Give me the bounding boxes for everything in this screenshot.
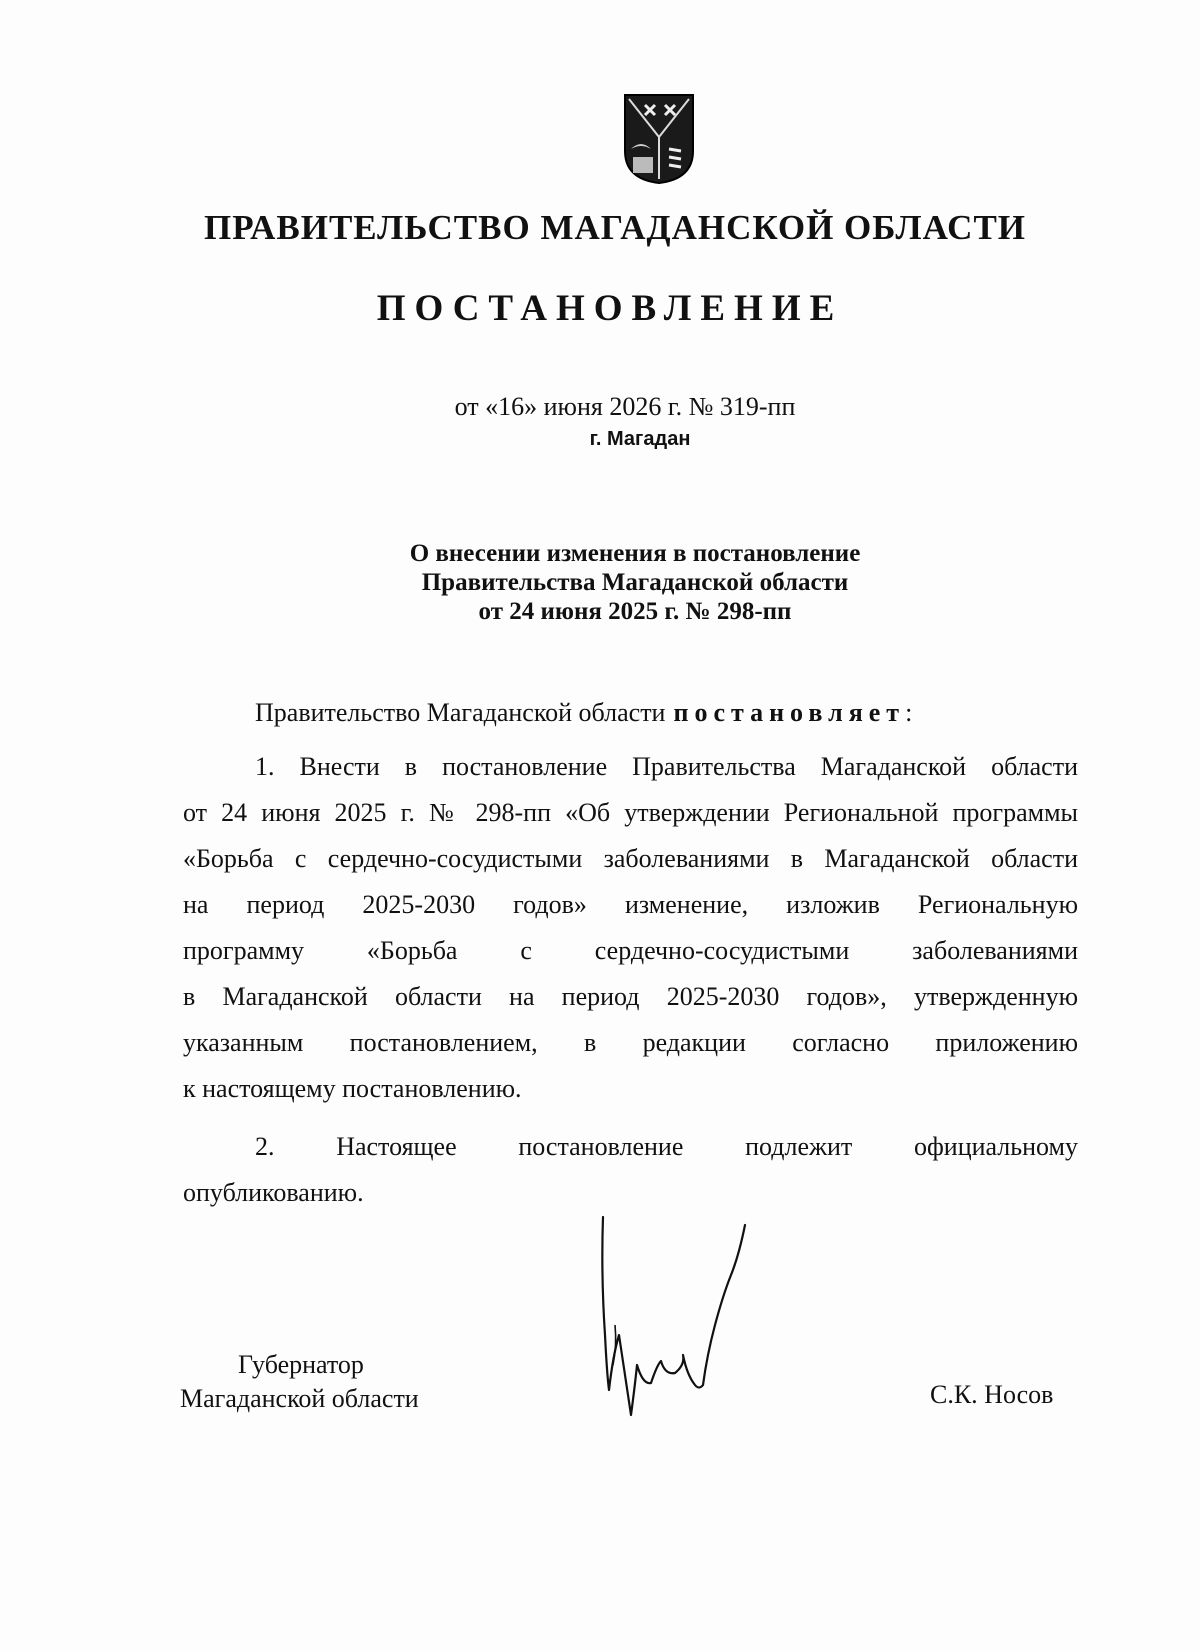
- paragraph-line: на период 2025-2030 годов» изменение, изложив Региональную: [183, 890, 1078, 919]
- paragraph-line: программу «Борьба с сердечно-сосудистыми заболеваниями: [183, 936, 1078, 965]
- paragraph-line: «Борьба с сердечно-сосудистыми заболеваниями в Магаданской области: [183, 844, 1078, 873]
- paragraph-2: [183, 1124, 1078, 1216]
- signatory-name: С.К. Носов: [930, 1380, 1054, 1409]
- coat-of-arms-icon: [621, 93, 697, 185]
- signatory-position: [180, 1348, 419, 1416]
- government-title: ПРАВИТЕЛЬСТВО МАГАДАНСКОЙ ОБЛАСТИ: [203, 208, 1027, 247]
- subject-line: О внесении изменения в постановление: [409, 540, 861, 567]
- preamble: [255, 698, 912, 728]
- preamble-colon: :: [905, 698, 913, 727]
- signatory-title: Губернатор: [238, 1350, 364, 1379]
- document-city: г. Магадан: [589, 428, 691, 450]
- preamble-text: Правительство Магаданской области: [255, 698, 666, 727]
- handwritten-signature: [595, 1215, 775, 1430]
- document-type: ПОСТАНОВЛЕНИЕ: [376, 288, 844, 329]
- signatory-region: Магаданской области: [180, 1384, 419, 1413]
- preamble-verb: постановляет: [673, 698, 906, 727]
- paragraph-line: в Магаданской области на период 2025-2030 годов», утвержденную: [183, 982, 1078, 1011]
- paragraph-line: 1. Внести в постановление Правительства Магаданской области: [255, 752, 1078, 781]
- paragraph-line: от 24 июня 2025 г. № 298-пп «Об утверждении Региональной программы: [183, 798, 1078, 827]
- document-date-number: от «16» июня 2026 г. № 319-пп: [454, 392, 796, 421]
- paragraph-1: [183, 744, 1078, 1112]
- subject-line: Правительства Магаданской области: [421, 569, 849, 596]
- paragraph-line: опубликованию.: [183, 1178, 364, 1207]
- paragraph-line: указанным постановлением, в редакции согласно приложению: [183, 1028, 1078, 1057]
- paragraph-line: к настоящему постановлению.: [183, 1074, 522, 1103]
- document-subject: [0, 539, 1200, 626]
- subject-line: от 24 июня 2025 г. № 298-пп: [478, 598, 792, 625]
- paragraph-line: 2. Настоящее постановление подлежит официальному: [255, 1132, 1078, 1161]
